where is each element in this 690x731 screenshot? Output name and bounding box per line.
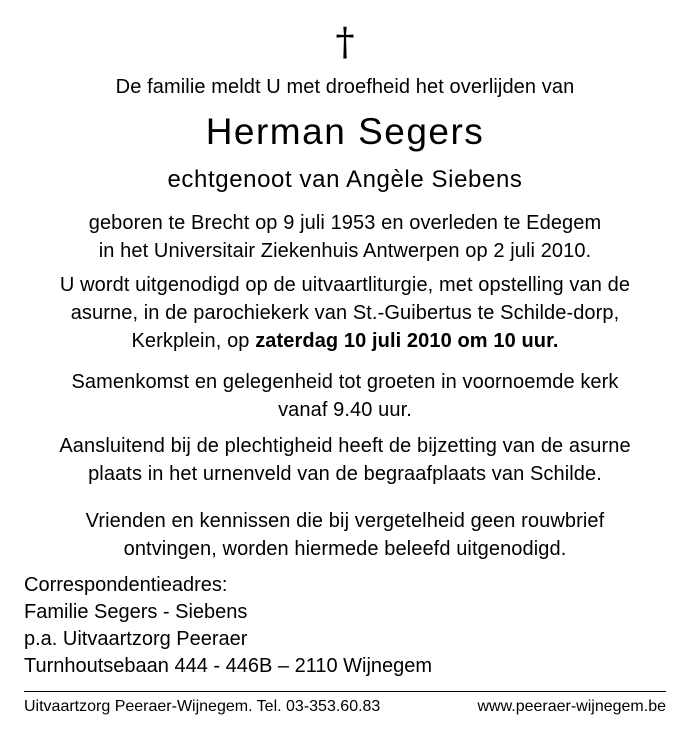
address-heading: Correspondentieadres: [24,574,228,596]
paragraph-line: U wordt uitgenodigd op de uitvaartliturgie, met opstelling van de [59,274,631,296]
paragraph-line: Samenkomst en gelegenheid tot groeten in voornoemde kerk [71,371,619,393]
service-date-time: zaterdag 10 juli 2010 om 10 uur. [255,330,559,352]
address-line: Turnhoutsebaan 444 - 446B – 2110 Wijnegem [24,655,433,677]
footer-divider [24,691,666,692]
funeral-company-contact: Uitvaartzorg Peeraer-Wijnegem. Tel. 03-353.60.83 [24,698,381,715]
website-link[interactable]: www.peeraer-wijnegem.be [477,698,666,715]
service-location-text: Kerkplein, op [131,330,256,352]
paragraph-line [0,327,690,355]
funeral-service-paragraph [0,271,690,355]
paragraph-line: geboren te Brecht op 9 juli 1953 en overleden te Edegem [88,212,602,234]
address-line: Familie Segers - Siebens [24,601,248,623]
intro-text: De familie meldt U met droefheid het overlijden van [115,76,575,98]
correspondence-address [24,572,432,680]
paragraph-line: vanaf 9.40 uur. [278,399,412,421]
invitation-paragraph [0,507,690,563]
birth-death-paragraph [0,209,690,265]
paragraph-line: asurne, in de parochiekerk van St.-Guibertus te Schilde-dorp, [70,302,620,324]
paragraph-line: Vrienden en kennissen die bij vergetelheid geen rouwbrief [85,510,605,532]
cross-icon: † [335,20,355,64]
address-line: p.a. Uitvaartzorg Peeraer [24,628,248,650]
paragraph-line: Aansluitend bij de plechtigheid heeft de bijzetting van de asurne [59,435,631,457]
burial-paragraph [0,432,690,488]
deceased-name: Herman Segers [205,111,485,152]
spouse-line: echtgenoot van Angèle Siebens [167,166,523,193]
gathering-paragraph [0,368,690,424]
paragraph-line: in het Universitair Ziekenhuis Antwerpen op 2 juli 2010. [98,240,592,262]
paragraph-line: plaats in het urnenveld van de begraafplaats van Schilde. [88,463,602,485]
paragraph-line: ontvingen, worden hiermede beleefd uitgenodigd. [123,538,567,560]
